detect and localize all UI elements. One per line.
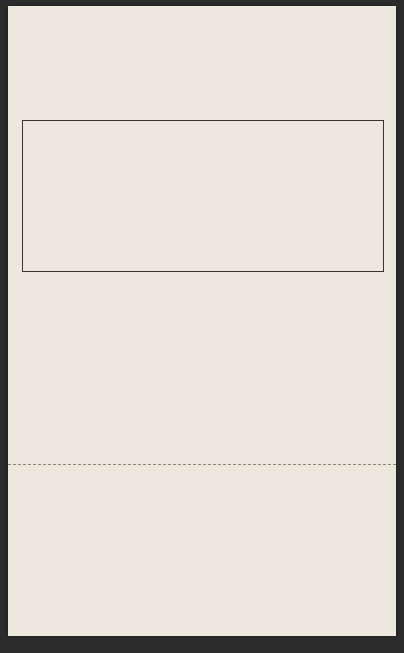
part-a-table xyxy=(22,120,384,272)
we-line xyxy=(54,67,88,74)
footer-bar xyxy=(0,640,404,653)
form-sheet xyxy=(8,6,396,636)
perforation-line xyxy=(8,464,396,465)
at-line xyxy=(92,51,124,58)
